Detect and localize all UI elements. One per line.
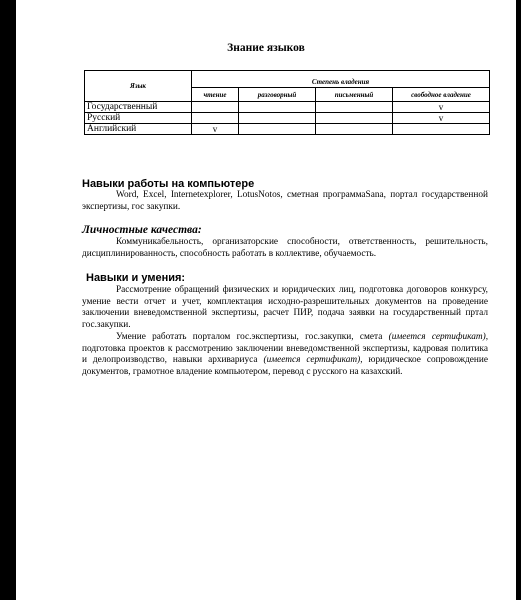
lang-name: Государственный bbox=[85, 102, 192, 113]
lang-name: Русский bbox=[85, 113, 192, 124]
level-mark bbox=[239, 102, 316, 113]
table-header-row bbox=[85, 71, 490, 88]
col-header-language: Язык bbox=[85, 71, 192, 102]
skills-text: , подготовка проектов к рассмотрению заключении вневедомственной экспертизы, кадровая политика и делопроизводство, навыки архивариуса bbox=[82, 332, 489, 366]
subheader-writing: письменный bbox=[316, 88, 393, 102]
level-mark: v bbox=[393, 113, 490, 124]
skills-text: , юридическое сопровождение документов, грамотное владение компьютером, перевод с русского на казахский. bbox=[82, 355, 489, 377]
computer-skills-heading: Навыки работы на компьютере bbox=[82, 178, 255, 190]
level-mark bbox=[316, 124, 393, 135]
col-header-level: Степень владения bbox=[192, 71, 490, 88]
certificate-note: (имеется сертификат) bbox=[388, 332, 486, 342]
level-mark bbox=[239, 124, 316, 135]
subheader-reading: чтение bbox=[192, 88, 239, 102]
level-mark: v bbox=[192, 124, 239, 135]
level-mark: v bbox=[393, 102, 490, 113]
level-mark bbox=[393, 124, 490, 135]
computer-skills-text: Word, Excel, Internetexplorer, LotusNotos, сметная программаSana, портал государственной экспертизы, гос закупки. bbox=[82, 190, 488, 212]
personal-qualities-text: Коммуникабельность, организаторские способности, ответственность, решительность, дисциплинированность, способность работать в коллективе, обучаемость. bbox=[82, 237, 488, 259]
skills-paragraph-1: Рассмотрение обращений физических и юридических лиц, подготовка договоров конкурсу, умение вести отчет и учет, комплектация исходно-разрешительных документов на проведение заключении вневедомственной экспертизы, расчет ПИР, подача заявки на государственный пртал гос.закупки. bbox=[82, 285, 488, 330]
skills-paragraph-2 bbox=[82, 332, 488, 378]
table-row bbox=[85, 113, 490, 124]
skills-text: Умение работать порталом гос.экспертизы, гос.закупки, смета bbox=[116, 332, 389, 342]
lang-name: Английский bbox=[85, 124, 192, 135]
table-row bbox=[85, 102, 490, 113]
skills-heading: Навыки и умения: bbox=[86, 272, 186, 284]
level-mark bbox=[192, 102, 239, 113]
subheader-fluent: свободное владение bbox=[393, 88, 490, 102]
personal-qualities-heading: Личностные качества: bbox=[82, 224, 202, 236]
table-row bbox=[85, 124, 490, 135]
level-mark bbox=[192, 113, 239, 124]
level-mark bbox=[239, 113, 316, 124]
document-page bbox=[16, 0, 516, 600]
page-title: Знание языков bbox=[227, 42, 305, 54]
language-table bbox=[84, 70, 490, 135]
subheader-speaking: разговорный bbox=[239, 88, 316, 102]
certificate-note: (имеется сертификат) bbox=[263, 355, 361, 366]
level-mark bbox=[316, 102, 393, 113]
level-mark bbox=[316, 113, 393, 124]
